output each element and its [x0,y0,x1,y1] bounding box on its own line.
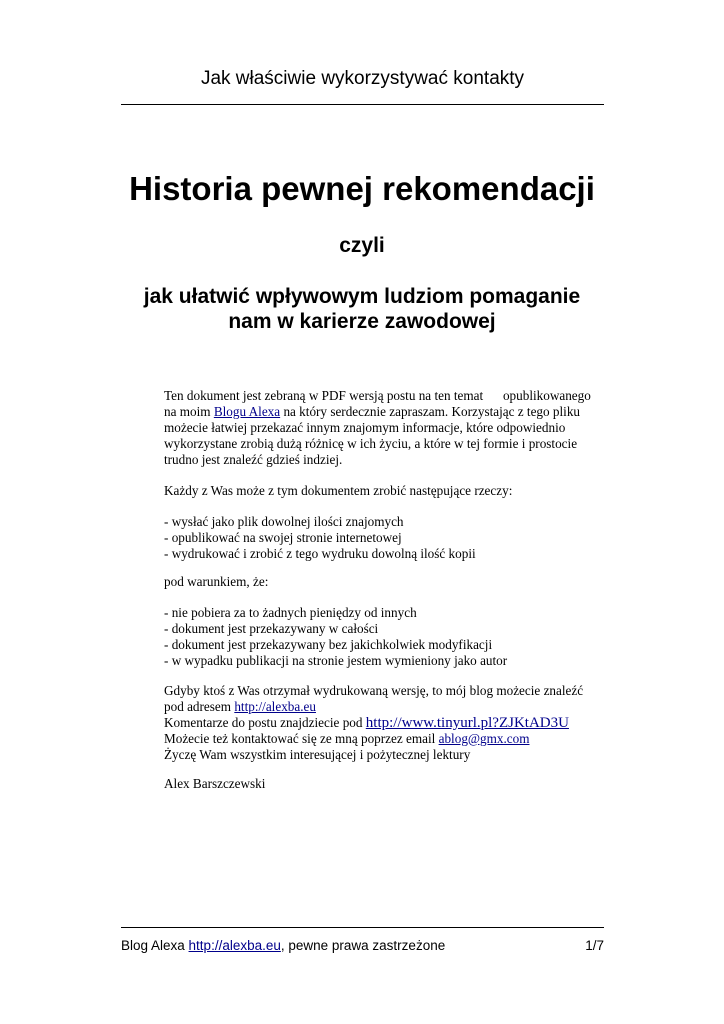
list-item: - dokument jest przekazywany bez jakichkolwiek modyfikacji [164,637,493,652]
closing-line-1: Gdyby ktoś z Was otrzymał wydrukowaną wersję, to mój blog możecie znaleźć [164,683,584,698]
list-item: - wydrukować i zrobić z tego wydruku dowolną ilość kopii [164,546,476,561]
conditions-intro: pod warunkiem, że: [164,574,269,589]
list-item: - wysłać jako plik dowolnej ilości znajomych [164,514,404,529]
header-title: Jak właściwie wykorzystywać kontakty [200,68,525,89]
blog-link[interactable]: Blogu Alexa [213,404,281,419]
intro-line-1: Ten dokument jest zebraną w PDF wersją postu na ten temat opublikowanego [164,388,591,403]
subtitle-line-1: jak ułatwić wpływowym ludziom pomaganie [143,285,581,308]
intro-paragraph [164,388,604,468]
email-link[interactable]: ablog@gmx.com [438,731,530,746]
footer-blog-link[interactable]: http://alexba.eu [188,938,281,953]
document-title: Historia pewnej rekomendacji [129,170,595,207]
rights-list [164,514,604,562]
list-item: - w wypadku publikacji na stronie jestem wymieniony jako autor [164,653,508,668]
blog-url-link[interactable]: http://alexba.eu [234,699,316,714]
footer-rights: , pewne prawa zastrzeżone [280,938,446,953]
conditions-list [164,605,604,669]
footer-pre: Blog Alexa [121,938,189,953]
closing-line-5: Życzę Wam wszystkim interesującej i pożytecznej lektury [164,747,471,762]
intro-line-5: trudno jest znaleźć gdzieś indziej. [164,452,343,467]
page-header [121,68,604,90]
footer-divider [121,927,604,928]
closing-paragraph [164,683,604,763]
list-item: - nie pobiera za to żadnych pieniędzy od innych [164,605,417,620]
intro-line-2 [164,404,604,420]
title-connector: czyli [339,234,385,257]
page-footer [121,938,604,953]
list-item: - dokument jest przekazywany w całości [164,621,379,636]
closing-line-3 [164,715,604,731]
rights-intro: Każdy z Was może z tym dokumentem zrobić następujące rzeczy: [164,483,513,498]
intro-line-2-post: na który serdecznie zapraszam. Korzystając z tego pliku [280,404,581,419]
closing-line-2 [164,699,604,715]
closing-line-2-pre: pod adresem [164,699,235,714]
header-divider [121,104,604,105]
closing-line-3-pre: Komentarze do postu znajdziecie pod [164,715,366,730]
closing-line-4-pre: Możecie też kontaktować się ze mną poprzez email [164,731,439,746]
page-number: 1/7 [585,938,604,953]
intro-line-2-pre: na moim [164,404,214,419]
intro-line-4: wykorzystane zrobią dużą różnicę w ich życiu, a które w tej formie i prostocie [164,436,578,451]
author-signature: Alex Barszczewski [164,776,266,791]
subtitle-line-2: nam w karierze zawodowej [228,310,496,333]
closing-line-4 [164,731,604,747]
list-item: - opublikować na swojej stronie internetowej [164,530,402,545]
document-subtitle [100,284,624,334]
comments-link[interactable]: http://www.tinyurl.pl?ZJKtAD3U [365,715,569,731]
intro-line-3: możecie łatwiej przekazać innym znajomym informacje, które odpowiednio [164,420,566,435]
